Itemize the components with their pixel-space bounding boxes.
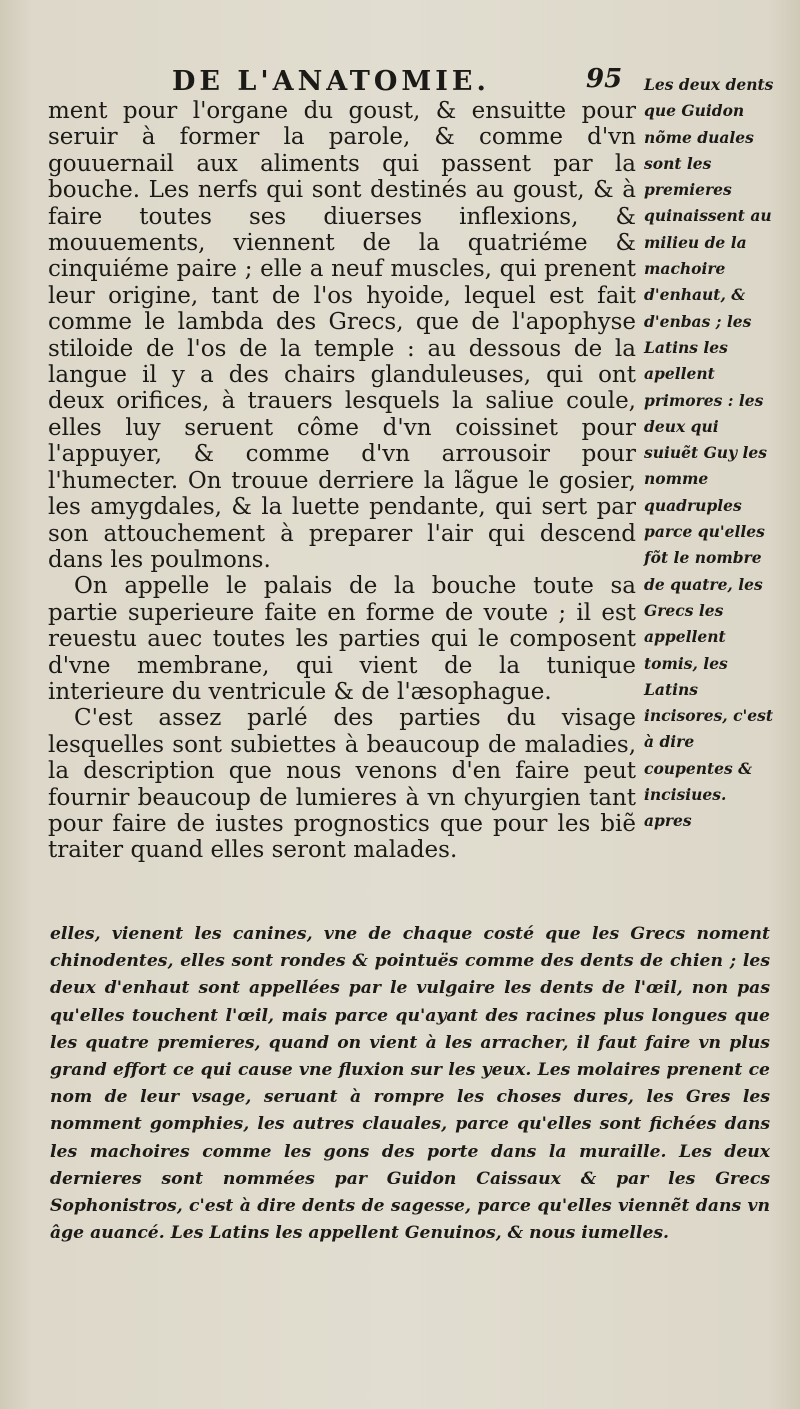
paragraph: On appelle le palais de la bouche toute sa partie superieure faite en forme de voute ; il est reuestu auec toutes les parties qui le composent d'vne membrane, qui vient de la tunique interieure du ventricule & de l'æsophague. — [48, 573, 636, 705]
running-head: DE L'ANATOMIE. — [172, 66, 490, 97]
marginal-note: Les deux dents que Guidon nõme duales sont les premieres quinaissent au milieu de la machoire d'enhaut, & d'enbas ; les Latins les apellent primores : les deux qui suiuẽt Guy les nomme quadruples parce qu'elles fõt le nombre de quatre, les Grecs les appellent tomis, les Latins incisores, c'est à dire coupentes & incisiues. apres — [644, 75, 774, 831]
paragraph: ment pour l'organe du goust, & ensuitte pour seruir à former la parole, & comme d'vn gouuernail aux aliments qui passent par la bouche. Les nerfs qui sont destinés au goust, & à faire toutes ses diuerses inflexions, & mouuements, viennent de la quatriéme & cinquiéme paire ; elle a neuf muscles, qui prenent leur origine, tant de l'os hyoide, lequel est fait comme le lambda des Grecs, que de l'apophyse stiloide de l'os de la temple : au dessous de la langue il y a des chairs glanduleuses, qui ont deux orifices, à trauers lesquels la saliue coule, elles luy seruent côme d'vn coissinet pour l'appuyer, & comme d'vn arrousoir pour l'humecter. On trouue derriere la lãgue le gosier, les amygdales, & la luette pendante, qui sert par son attouchement à preparer l'air qui descend dans les poulmons. — [48, 98, 636, 573]
main-text-block — [48, 98, 636, 864]
page-number: 95 — [586, 64, 623, 94]
paragraph: C'est assez parlé des parties du visage lesquelles sont subiettes à beaucoup de maladies, la description que nous venons d'en faire peut fournir beaucoup de lumieres à vn chyurgien tant pour faire de iustes prognostics que pour les biẽ traiter quand elles seront malades. — [48, 705, 636, 864]
continued-marginal-note: elles, vienent les canines, vne de chaque costé que les Grecs noment chinodentes, elles sont rondes & pointuës comme des dents de chien ; les deux d'enhaut sont appellées par le vulgaire les dents de l'œil, non pas qu'elles touchent l'œil, mais parce qu'ayant des racines plus longues que les quatre premieres, quand on vient à les arracher, il faut faire vn plus grand effort ce qui cause vne fluxion sur les yeux. Les molaires prenent ce nom de leur vsage, seruant à rompre les choses dures, les Gres les nomment gomphies, les autres clauales, parce qu'elles sont fichées dans les machoires comme les gons des porte dans la muraille. Les deux dernieres sont nommées par Guidon Caissaux & par les Grecs Sophonistros, c'est à dire dents de sagesse, parce qu'elles viennẽt dans vn âge auancé. Les Latins les appellent Genuinos, & nous iumelles. — [50, 924, 770, 1244]
